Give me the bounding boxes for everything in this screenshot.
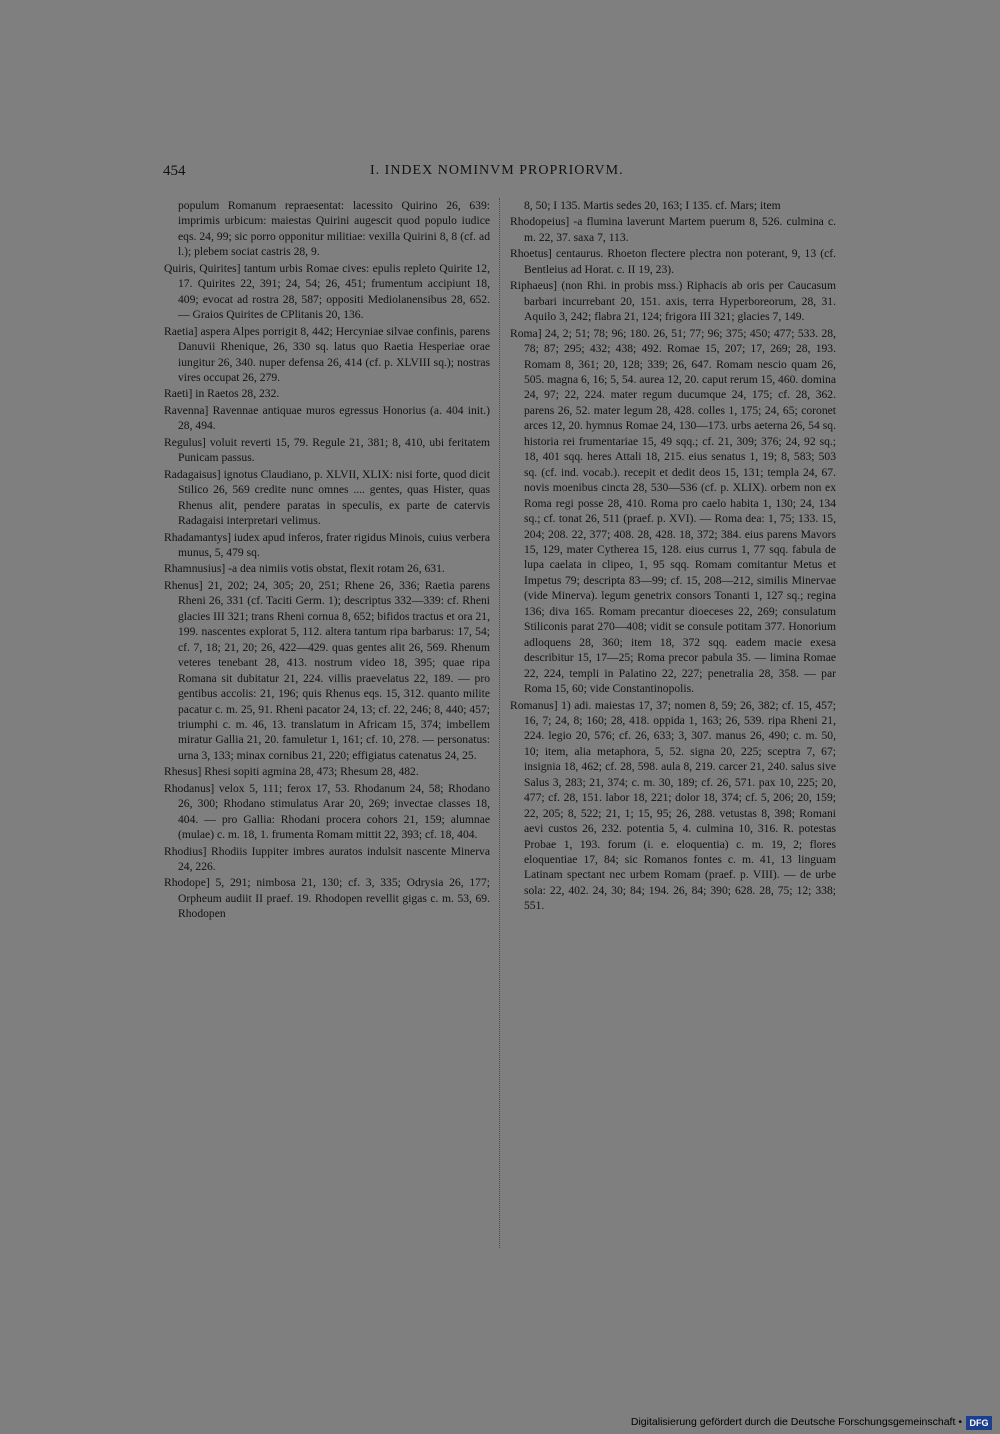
- page-title: I. INDEX NOMINVM PROPRIORVM.: [370, 163, 624, 178]
- index-entry: Raetia] aspera Alpes porrigit 8, 442; Hercyniae silvae confinis, parens Danuvii Rhenique, 26, 330 sq. latus quo Raetia Hesperiae orae iungitur 26, 340. nuper defensa 26, 414 (cf. p. XLVIII sq.); nostras vires occupat 26, 279.: [164, 324, 490, 384]
- index-entry: Radagaisus] ignotus Claudiano, p. XLVII, XLIX: nisi forte, quod dicit Stilico 26, 569 credite nunc omnes .... gentes, quas Hister, quas Rhenus alit, pendere paratas in speculis, ex parte de catervis Radagaisi interpretari velimus.: [164, 467, 490, 528]
- index-entry: Rhodius] Rhodiis Iuppiter imbres auratos indulsit nascente Minerva 24, 226.: [164, 844, 490, 874]
- index-entry: 8, 50; I 135. Martis sedes 20, 163; I 135. cf. Mars; item: [524, 199, 781, 212]
- page-number: 454: [163, 163, 186, 179]
- column-divider: [499, 198, 500, 1248]
- index-entry: Rhenus] 21, 202; 24, 305; 20, 251; Rhene 26, 336; Raetia parens Rheni 26, 331 (cf. Taciti Germ. 1); descriptus 332—339: cf. Rheni glacies III 321; trans Rheni cornua 8, 652; bifidos tractus et ora 21, 199. nascentes explorat 5, 112. altera tantum ripa barbarus: 17, 54; cf. 7, 18; 21, 20; 26, 422—429. quas gentes alit 26, 569. Rhenum veteres tenebant 28, 413. nostrum video 18, 395; quae ripa Romana sit dubitatur 21, 224. villis praevelatus 22, 189. — pro gentibus accolis: 21, 196; quis Rhenus eqs. 15, 312. quanto milite pacatur c. m. 25, 91. Rheni pacator 24, 13; cf. 22, 246; 8, 440; 457; triumphi c. m. 46, 13. translatum in Africam 15, 374; imbellem miratur Gallia 21, 20. famuletur 1, 161; cf. 10, 278. — personatus: urna 3, 133; minax cornibus 21, 220; effigiatus catenatus 24, 25.: [164, 578, 490, 762]
- index-entry: Rhodopeius] -a flumina laverunt Martem puerum 8, 526. culmina c. m. 22, 37. saxa 7, 113.: [510, 215, 836, 244]
- index-entry: Romanus] 1) adi. maiestas 17, 37; nomen 8, 59; 26, 382; cf. 15, 457; 16, 7; 24, 8; 160; 28, 418. oppida 1, 163; 26, 539. ripa Rheni 21, 224. legio 20, 576; cf. 26, 633; 3, 307. manus 26, 490; c. m. 50, 10; item, alia metaphora, 5, 52. signa 20, 225; sceptra 7, 67; insignia 18, 462; cf. 28, 598. aula 8, 219. carcer 21, 240. salus sive Salus 3, 283; 21, 374; c. m. 30, 189; cf. 26, 571. pax 10, 225; 20, 477; cf. 28, 151. labor 18, 221; dolor 18, 374; cf. 5, 206; 20, 159; 22, 205; 8, 522; 21, 1; 15, 95; 26, 288. vetustas 8, 398; Romani aevi custos 26, 232. potentia 5, 4. culmina 10, 316. R. potestas Probae 1, 193. forum (i. e. eloquentia) c. m. 19, 2; flores eloquentiae 17, 84; sic Romanos fontes c. m. 41, 13 linguam Latinam spectant nec urbem Romam (praef. p. VIII). — de urbe sola: 22, 402. 24, 30; 84; 194. 26, 84; 390; 628. 28, 75; 12; 338; 551.: [510, 698, 836, 913]
- index-entry: Rhadamantys] iudex apud inferos, frater rigidus Minois, cuius verbera munus, 5, 479 sq.: [164, 530, 490, 559]
- index-entry: Roma] 24, 2; 51; 78; 96; 180. 26, 51; 77; 96; 375; 450; 477; 533. 28, 78; 87; 295; 432; 438; 492. Romae 15, 207; 17, 269; 28, 193. Romam 8, 361; 20, 128; 339; 26, 647. Romam nescio quam 26, 505. magna 6, 16; 5, 54. aurea 12, 20. caput rerum 15, 460. domina 24, 97; 22, 224. mater regum ducumque 24, 175; cf. 28, 362. parens 26, 52. mater legum 28, 428. colles 1, 175; 24, 65; coronet arces 12, 20. hymnus Romae 24, 130—173. urbs aeterna 26, 54 sq. historia rei frumentariae 15, 49 sqq.; cf. 21, 309; 376; 24, 92 sq.; 18, 401 sqq. heres Attali 18, 215. eius senatus 1, 19; 8, 583; 503 sq. (cf. ind. vocab.). recepit et dedit deos 15, 131; templa 24, 67. novis moenibus cincta 28, 530—536 (cf. p. XLIX). orbem non ex Roma regi posse 28, 410. Roma pro caelo habita 1, 130; 24, 134 sq.; cf. tonat 26, 511 (praef. p. XVI). — Roma dea: 1, 75; 133. 15, 204; 208. 22, 377; 408. 28, 428. 18, 372; 384. eius parens Mavors 15, 129, mater Cytherea 15, 128. eius currus 1, 77 sqq. fabula de lupa caelata in clipeo, 1, 95 sqq. Romam comitantur Metus et Impetus 79; descripta 83—99; cf. 15, 208—212, similis Minervae (vide Minerva). legum genetrix consors Tonanti 1, 127 sq.; regina 136; diva 165. Romam precantur dioeceses 22, 269; consulatum Stiliconis parat 270—408; vidit se consule potitam 377. Honorium adloquens 28, 360; item 18, 372 sqq. eadem macie exesa describitur 15, 17—25; Roma precor pabula 35. — limina Romae 22, 224, templi in Palatino 22, 227; penetralia 28, 358. — par Roma 15, 60; vide Constantinopolis.: [510, 326, 836, 696]
- left-column: [164, 198, 490, 923]
- index-entry: Regulus] voluit reverti 15, 79. Regule 21, 381; 8, 410, ubi feritatem Punicam passus.: [164, 435, 490, 465]
- index-entry: Rhodope] 5, 291; nimbosa 21, 130; cf. 3, 335; Odrysia 26, 177; Orpheum audiit II praef. 19. Rhodopen revellit gigas c. m. 53, 69. Rhodopen: [164, 876, 490, 921]
- index-entry: Rhoetus] centaurus. Rhoeton flectere plectra non poterant, 9, 13 (cf. Bentleius ad Horat. c. II 19, 23).: [510, 247, 836, 276]
- index-entry: Raeti] in Raetos 28, 232.: [164, 387, 280, 401]
- right-column: [510, 198, 836, 915]
- dfg-logo: DFG: [966, 1416, 992, 1430]
- index-entry: Rhodanus] velox 5, 111; ferox 17, 53. Rhodanum 24, 58; Rhodano 26, 300; Rhodano stimulatus Arar 20, 269; invectae classes 18, 404. — pro Gallia: Rhodani procera cohors 21, 159; alumnae (mulae) c. m. 18, 1. frumenta Romam mittit 22, 393; cf. 18, 404.: [164, 781, 490, 842]
- footer-text: Digitalisierung gefördert durch die Deutsche Forschungsgemeinschaft •: [630, 1416, 962, 1428]
- index-entry: Ravenna] Ravennae antiquae muros egressus Honorius (a. 404 init.) 28, 494.: [164, 403, 490, 433]
- index-entry: populum Romanum repraesentat: lacessito Quirino 26, 639: imprimis urbicum: maiestas Quirini augescit quod populo iudice eqs. 24, 99; sic porro opponitur militiae: vexilla Quirini 8, 8 (cf. ad l.); plebem sociat castris 28, 9.: [178, 199, 490, 259]
- index-entry: Rhamnusius] -a dea nimiis votis obstat, flexit rotam 26, 631.: [164, 562, 445, 576]
- index-entry: Rhesus] Rhesi sopiti agmina 28, 473; Rhesum 28, 482.: [164, 765, 419, 779]
- index-entry: Riphaeus] (non Rhi. in probis mss.) Riphacis ab oris per Caucasum barbari incurrebant 20, 151. axis, terra Hyperboreorum, 28, 31. Aquilo 3, 242; flabra 21, 124; frigora III 321; glacies 7, 149.: [510, 279, 836, 324]
- index-entry: Quiris, Quirites] tantum urbis Romae cives: epulis repleto Quirite 12, 17. Quirites 22, 391; 24, 54; 26, 451; frumentum accipiunt 18, 409; evocat ad rostra 28, 587; oppositi Mediolanensibus 28, 652. — Graios Quirites de CPlitanis 20, 136.: [164, 261, 490, 322]
